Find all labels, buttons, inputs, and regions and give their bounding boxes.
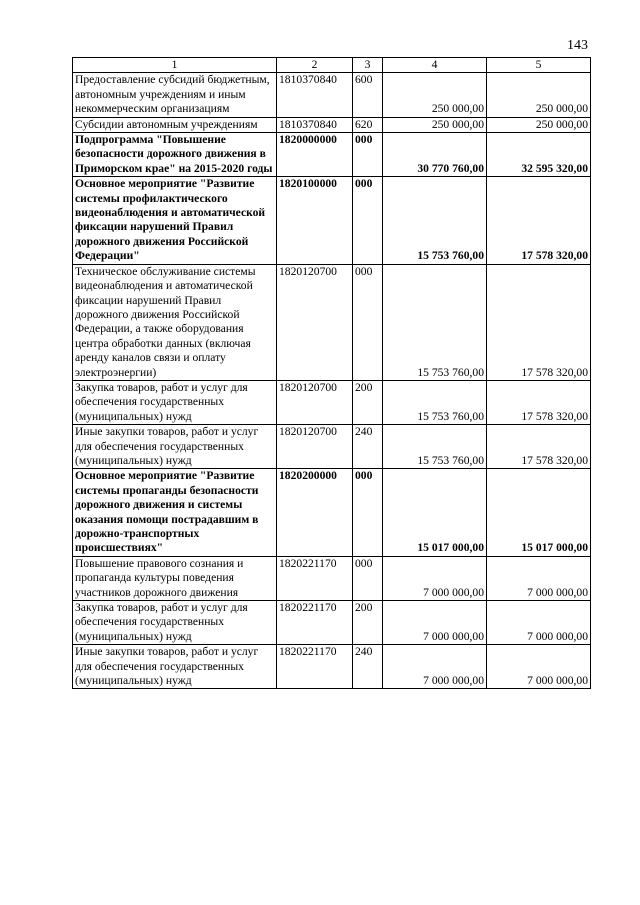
table-row xyxy=(73,425,591,469)
target-article-code: 1820100000 xyxy=(277,177,353,264)
budget-table xyxy=(72,57,591,689)
expense-type-code: 240 xyxy=(353,645,383,689)
target-article-code: 1820120700 xyxy=(277,425,353,469)
table-row xyxy=(73,133,591,177)
amount-col4: 15 753 760,00 xyxy=(383,264,487,380)
amount-col5: 17 578 320,00 xyxy=(487,380,591,424)
item-name: Иные закупки товаров, работ и услуг для обеспечения государственных (муниципальных) нужд xyxy=(73,425,277,469)
target-article-code: 1820120700 xyxy=(277,264,353,380)
amount-col4: 15 017 000,00 xyxy=(383,469,487,556)
target-article-code: 1820120700 xyxy=(277,380,353,424)
expense-type-code: 200 xyxy=(353,380,383,424)
table-row xyxy=(73,601,591,645)
column-header: 4 xyxy=(383,58,487,73)
item-name: Техническое обслуживание системы видеонаблюдения и автоматической фиксации нарушений Правил дорожного движения Российской Федерации, а также оборудования центра обработки данных (включая аренду каналов связи и оплату электроэнергии) xyxy=(73,264,277,380)
amount-col4: 15 753 760,00 xyxy=(383,177,487,264)
amount-col5: 17 578 320,00 xyxy=(487,177,591,264)
amount-col5: 15 017 000,00 xyxy=(487,469,591,556)
table-row xyxy=(73,177,591,264)
amount-col4: 15 753 760,00 xyxy=(383,380,487,424)
amount-col5: 17 578 320,00 xyxy=(487,425,591,469)
expense-type-code: 000 xyxy=(353,177,383,264)
amount-col4: 7 000 000,00 xyxy=(383,556,487,600)
item-name: Субсидии автономным учреждениям xyxy=(73,117,277,132)
target-article-code: 1820221170 xyxy=(277,601,353,645)
column-header: 5 xyxy=(487,58,591,73)
target-article-code: 1820000000 xyxy=(277,133,353,177)
amount-col4: 7 000 000,00 xyxy=(383,601,487,645)
page-number: 143 xyxy=(567,38,588,53)
table-row xyxy=(73,73,591,117)
item-name: Основное мероприятие "Развитие системы профилактического видеонаблюдения и автоматической фиксации нарушений Правил дорожного движения Российской Федерации" xyxy=(73,177,277,264)
amount-col5: 250 000,00 xyxy=(487,73,591,117)
amount-col4: 30 770 760,00 xyxy=(383,133,487,177)
item-name: Повышение правового сознания и пропаганда культуры поведения участников дорожного движения xyxy=(73,556,277,600)
item-name: Иные закупки товаров, работ и услуг для обеспечения государственных (муниципальных) нужд xyxy=(73,645,277,689)
amount-col5: 32 595 320,00 xyxy=(487,133,591,177)
amount-col4: 15 753 760,00 xyxy=(383,425,487,469)
expense-type-code: 200 xyxy=(353,601,383,645)
table-row xyxy=(73,645,591,689)
table-row xyxy=(73,380,591,424)
item-name: Основное мероприятие "Развитие системы пропаганды безопасности дорожного движения и системы оказания помощи пострадавшим в дорожно-транспортных происшествиях" xyxy=(73,469,277,556)
column-header: 2 xyxy=(277,58,353,73)
item-name: Предоставление субсидий бюджетным, автономным учреждениям и иным некоммерческим организациям xyxy=(73,73,277,117)
target-article-code: 1810370840 xyxy=(277,73,353,117)
table-row xyxy=(73,469,591,556)
amount-col5: 7 000 000,00 xyxy=(487,645,591,689)
expense-type-code: 600 xyxy=(353,73,383,117)
column-header: 3 xyxy=(353,58,383,73)
amount-col5: 7 000 000,00 xyxy=(487,601,591,645)
target-article-code: 1820221170 xyxy=(277,556,353,600)
amount-col5: 7 000 000,00 xyxy=(487,556,591,600)
target-article-code: 1820221170 xyxy=(277,645,353,689)
table-row xyxy=(73,264,591,380)
expense-type-code: 000 xyxy=(353,133,383,177)
item-name: Закупка товаров, работ и услуг для обеспечения государственных (муниципальных) нужд xyxy=(73,601,277,645)
amount-col4: 250 000,00 xyxy=(383,73,487,117)
target-article-code: 1820200000 xyxy=(277,469,353,556)
item-name: Подпрограмма "Повышение безопасности дорожного движения в Приморском крае" на 2015-2020 годы xyxy=(73,133,277,177)
expense-type-code: 240 xyxy=(353,425,383,469)
header-row xyxy=(73,58,591,73)
item-name: Закупка товаров, работ и услуг для обеспечения государственных (муниципальных) нужд xyxy=(73,380,277,424)
expense-type-code: 000 xyxy=(353,556,383,600)
column-header: 1 xyxy=(73,58,277,73)
expense-type-code: 620 xyxy=(353,117,383,132)
amount-col4: 7 000 000,00 xyxy=(383,645,487,689)
table-row xyxy=(73,556,591,600)
amount-col5: 17 578 320,00 xyxy=(487,264,591,380)
expense-type-code: 000 xyxy=(353,469,383,556)
target-article-code: 1810370840 xyxy=(277,117,353,132)
table-row xyxy=(73,117,591,132)
amount-col5: 250 000,00 xyxy=(487,117,591,132)
expense-type-code: 000 xyxy=(353,264,383,380)
amount-col4: 250 000,00 xyxy=(383,117,487,132)
